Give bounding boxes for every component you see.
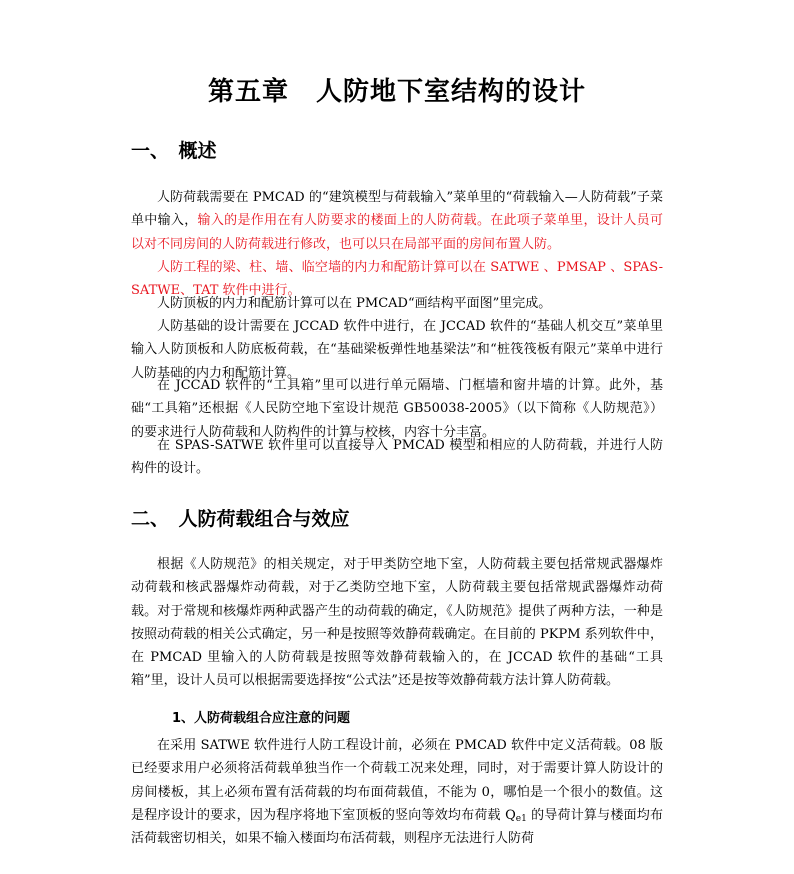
section-heading-overview: 一、 概述 xyxy=(131,140,217,162)
highlighted-text: 输入的是作用在有人防要求的楼面上的人防荷载。在此项子菜单里，设计人员可以对不同房间的人防荷载进行修改，也可以只在局部平面的房间布置人防。 xyxy=(131,213,663,252)
paragraph-pmcad-load-input xyxy=(131,186,663,256)
paragraph-text: 的导荷计算与楼面均布活荷载密切相关，如果不输入楼面均布活荷载，则程序无法进行人防荷 xyxy=(131,807,663,847)
section-heading-load-combination: 二、 人防荷载组合与效应 xyxy=(131,508,350,530)
subheading-combination-issues: 1、人防荷载组合应注意的问题 xyxy=(172,711,351,726)
chapter-title: 第五章 人防地下室结构的设计 xyxy=(207,77,586,107)
paragraph-civil-defense-code: 根据《人防规范》的相关规定，对于甲类防空地下室，人防荷载主要包括常规武器爆炸动荷载和核武器爆炸动荷载，对于乙类防空地下室，人防荷载主要包括常规武器爆炸动荷载。对于常规和核爆炸两种武器产生的动荷载的确定，《人防规范》提供了两种方法，一种是按照动荷载的相关公式确定，另一种是按照等效静荷载确定。在目前的 PKPM 系列软件中，在 PMCAD 里输入的人防荷载是按照等效静荷载输入的，在 JCCAD 软件的基础“工具箱”里，设计人员可以根据需要选择按“公式法”还是按等效静荷载方法计算人防荷载。 xyxy=(131,557,663,689)
paragraph-roof-slab: 人防顶板的内力和配筋计算可以在 PMCAD“画结构平面图”里完成。 xyxy=(157,296,552,311)
subscript-text: e1 xyxy=(515,813,527,824)
paragraph-jccad-toolbox: 在 JCCAD 软件的“工具箱”里可以进行单元隔墙、门框墙和窗井墙的计算。此外，基础“工具箱”还根据《人民防空地下室设计规范 GB50038-2005》（以下简称《人防规范》）的要求进行人防荷载和人防构件的计算与校核，内容十分丰富。 xyxy=(131,378,663,440)
paragraph-satwe-live-load xyxy=(131,734,663,850)
paragraph-spas-satwe: 在 SPAS-SATWE 软件里可以直接导入 PMCAD 模型和相应的人防荷载，并进行人防构件的设计。 xyxy=(131,438,663,477)
paragraph-beam-column-software: 人防工程的梁、柱、墙、临空墙的内力和配筋计算可以在 SATWE 、PMSAP 、SPAS-SATWE、TAT 软件中进行。 xyxy=(131,260,663,299)
paragraph-text: 人防荷载需要在 PMCAD 的“建筑模型与荷载输入”菜单里的“荷载输入—人防荷载”子菜单中输入， xyxy=(131,190,663,229)
paragraph-foundation-design: 人防基础的设计需要在 JCCAD 软件中进行，在 JCCAD 软件的“基础人机交互”菜单里输入人防顶板和人防底板荷载，在“基础梁板弹性地基梁法”和“桩筏筏板有限元”菜单中进行人防基础的内力和配筋计算。 xyxy=(131,319,663,381)
paragraph-text: 在采用 SATWE 软件进行人防工程设计前，必须在 PMCAD 软件中定义活荷载。08 版已经要求用户必须将活荷载单独当作一个荷载工况来处理，同时，对于需要计算人防设计的房间楼板，其上必须布置有活荷载的均布面荷载值，不能为 0，哪怕是一个很小的数值。这是程序设计的要求，因为程序将地下室顶板的竖向等效均布荷载 Q xyxy=(131,738,663,823)
